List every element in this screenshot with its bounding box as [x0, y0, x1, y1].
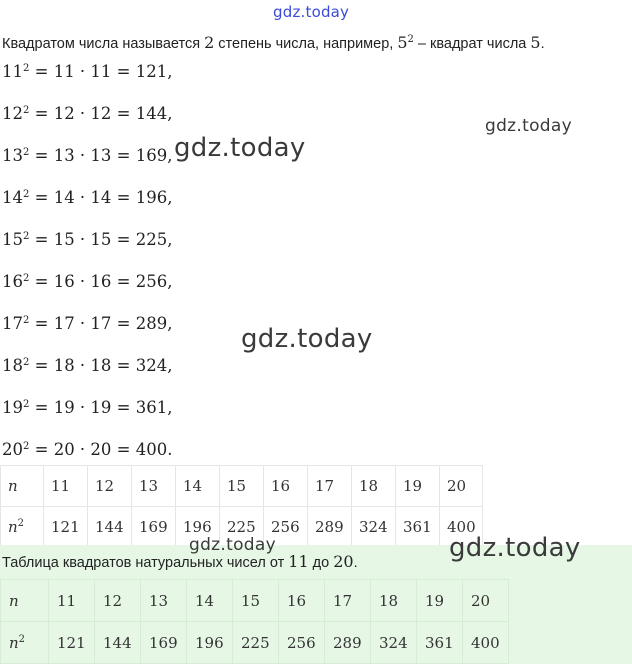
table-cell: 361	[396, 507, 440, 548]
watermark: gdz.today	[449, 533, 581, 563]
table-caption: Таблица квадратов натуральных чисел от 11 до 20.	[2, 552, 358, 571]
answer-table	[0, 579, 509, 664]
table-cell: 19	[396, 466, 440, 507]
table-cell: 256	[264, 507, 308, 548]
table-cell-label: $n^2$	[1, 507, 44, 548]
intro-math-five: 5	[530, 33, 541, 52]
table-cell: 13	[141, 580, 187, 622]
intro-period: .	[540, 36, 545, 52]
table-cell: 12	[95, 580, 141, 622]
watermark: gdz.today	[241, 324, 373, 354]
equation-18: $18^2 = 18 \cdot 18 = 324$,	[2, 356, 173, 375]
table-cell: 144	[88, 507, 132, 548]
equation-15: $15^2 = 15 \cdot 15 = 225$,	[2, 230, 173, 249]
watermark-top: gdz.today	[273, 3, 350, 21]
table-cell: 256	[279, 622, 325, 664]
table-cell: 17	[325, 580, 371, 622]
table-cell: 11	[49, 580, 95, 622]
table-cell: 196	[187, 622, 233, 664]
table-cell-label: $n^2$	[1, 622, 49, 664]
table-cell: 18	[371, 580, 417, 622]
table-cell: 289	[308, 507, 352, 548]
equation-20: $20^2 = 20 \cdot 20 = 400$.	[2, 440, 173, 459]
table-row-n	[1, 466, 483, 507]
table-cell: 169	[141, 622, 187, 664]
equation-11: $11^2 = 11 \cdot 11 = 121$,	[2, 62, 173, 81]
equation-17: $17^2 = 17 \cdot 17 = 289$,	[2, 314, 173, 333]
table-cell: 400	[440, 507, 483, 548]
intro-text-2: степень числа, например,	[214, 36, 398, 52]
table-cell: 400	[463, 622, 509, 664]
equation-19: $19^2 = 19 \cdot 19 = 361$,	[2, 398, 173, 417]
equation-13: $13^2 = 13 \cdot 13 = 169$,	[2, 146, 173, 165]
intro-text-1: Квадратом числа называется	[2, 36, 205, 52]
table-cell: 324	[352, 507, 396, 548]
table-cell: 144	[95, 622, 141, 664]
table-cell: 20	[463, 580, 509, 622]
intro-text-3: – квадрат числа	[413, 36, 531, 52]
table-cell: 20	[440, 466, 483, 507]
intro-math-two: 2	[204, 33, 215, 52]
table-cell: 324	[371, 622, 417, 664]
table-cell: 13	[132, 466, 176, 507]
table-cell-label: n	[1, 580, 49, 622]
table-cell: 121	[49, 622, 95, 664]
table-cell: 19	[417, 580, 463, 622]
table-cell: 15	[220, 466, 264, 507]
table-cell: 17	[308, 466, 352, 507]
table-row-n	[1, 580, 509, 622]
watermark: gdz.today	[174, 133, 306, 163]
table-cell: 15	[233, 580, 279, 622]
table-cell: 121	[44, 507, 88, 548]
table-cell: 361	[417, 622, 463, 664]
intro-math-exp: 2	[407, 34, 414, 45]
equation-12: $12^2 = 12 \cdot 12 = 144$,	[2, 104, 173, 123]
table-cell: 16	[264, 466, 308, 507]
table-cell: 225	[220, 507, 264, 548]
table-cell: 225	[233, 622, 279, 664]
equation-14: $14^2 = 14 \cdot 14 = 196$,	[2, 188, 173, 207]
table-cell: 14	[176, 466, 220, 507]
table-cell: 169	[132, 507, 176, 548]
watermark: gdz.today	[189, 535, 276, 555]
intro-math-base: 5	[397, 33, 408, 52]
watermark: gdz.today	[485, 116, 572, 136]
table-cell: 11	[44, 466, 88, 507]
table-cell: 16	[279, 580, 325, 622]
table-row-squares	[1, 622, 509, 664]
intro-paragraph	[2, 33, 632, 52]
table-cell: 289	[325, 622, 371, 664]
equation-16: $16^2 = 16 \cdot 16 = 256$,	[2, 272, 173, 291]
table-cell: 14	[187, 580, 233, 622]
table-cell: 18	[352, 466, 396, 507]
table-cell: 196	[176, 507, 220, 548]
table-cell-label: n	[1, 466, 44, 507]
table-cell: 12	[88, 466, 132, 507]
